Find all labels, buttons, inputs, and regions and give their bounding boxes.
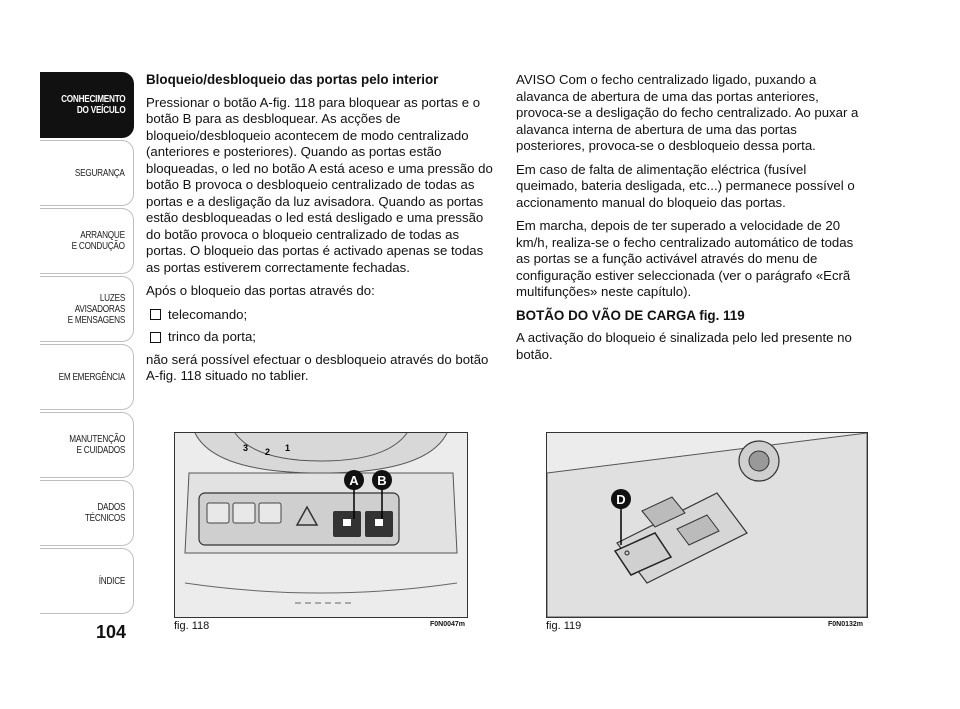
load-bay-lock-button-illustration bbox=[547, 433, 867, 617]
left-column bbox=[146, 72, 498, 392]
tab-manutencao[interactable]: MANUTENÇÃO E CUIDADOS bbox=[40, 412, 134, 478]
tab-dados[interactable]: DADOS TÉCNICOS bbox=[40, 480, 134, 546]
tab-indice[interactable]: ÍNDICE bbox=[40, 548, 134, 614]
paragraph: Pressionar o botão A-fig. 118 para bloquear as portas e o botão B para as desbloquear. As acções de bloqueio/desbloqueio acontecem de modo centralizado (anteriores e posteriores). Quando as portas estão bloqueadas, o led no botão A está aceso e uma pressão do botão B provoca o desbloqueio centralizado de todas as portas e a desligação da luz avisadora. Quando as portas estão desbloqueadas o led está desligado e uma pressão do botão provoca o bloqueio centralizado de todas as portas. O bloqueio das portas é activado apenas se todas as portas estiverem correctamente fechadas. bbox=[146, 94, 493, 275]
list-item: telecomando; bbox=[146, 307, 498, 324]
tab-luzes[interactable]: LUZES AVISADORAS E MENSAGENS bbox=[40, 276, 134, 342]
label-d: D bbox=[616, 492, 626, 507]
tab-emergencia[interactable]: EM EMERGÊNCIA bbox=[40, 344, 134, 410]
label-a: A bbox=[349, 473, 359, 488]
paragraph: A activação do bloqueio é sinalizada pelo led presente no botão. bbox=[516, 330, 852, 362]
tab-conhecimento[interactable]: CONHECIMENTO DO VEÍCULO bbox=[40, 72, 134, 138]
checkbox-bullet-icon bbox=[150, 309, 161, 320]
dial-label: 1 bbox=[285, 443, 291, 453]
paragraph: Após o bloqueio das portas através do: bbox=[146, 283, 375, 298]
figure-caption: fig. 118 bbox=[174, 620, 210, 632]
checkbox-bullet-icon bbox=[150, 332, 161, 343]
dial-label: 2 bbox=[265, 447, 271, 457]
figure-code: F0N0047m bbox=[430, 621, 466, 628]
list-item: trinco da porta; bbox=[146, 329, 498, 346]
paragraph: AVISO Com o fecho centralizado ligado, puxando a alavanca de abertura de uma das portas anteriores, provoca-se a desligação do fecho centralizado. Ao puxar a alavanca interna de abertura de uma das portas posteriores, provoca-se o desbloqueio dessa porta. bbox=[516, 72, 859, 153]
section-heading: BOTÃO DO VÃO DE CARGA fig. 119 bbox=[516, 307, 745, 323]
tab-arranque[interactable]: ARRANQUE E CONDUÇÃO bbox=[40, 208, 134, 274]
dashboard-lock-buttons-illustration bbox=[175, 433, 467, 617]
figure-119 bbox=[546, 432, 868, 618]
figure-118 bbox=[174, 432, 468, 618]
section-heading: Bloqueio/desbloqueio das portas pelo interior bbox=[146, 72, 439, 87]
figure-code: F0N0132m bbox=[828, 621, 864, 628]
paragraph: Em caso de falta de alimentação eléctrica (fusível queimado, bateria desligada, etc...) permanece possível o accionamento manual do bloqueio das portas. bbox=[516, 161, 855, 210]
label-b: B bbox=[377, 473, 387, 488]
dial-label: 3 bbox=[243, 443, 249, 453]
page-number: 104 bbox=[96, 622, 127, 642]
tab-seguranca[interactable]: SEGURANÇA bbox=[40, 140, 134, 206]
paragraph: Em marcha, depois de ter superado a velocidade de 20 km/h, realiza-se o fecho centralizado automático de todas as portas se a função activável através do menu de configuração estiver seleccionada (ver o parágrafo «Ecrã multifunções» neste capítulo). bbox=[516, 218, 854, 299]
right-column bbox=[516, 72, 868, 370]
paragraph: não será possível efectuar o desbloqueio através do botão A-fig. 118 situado no tablier. bbox=[146, 351, 489, 383]
chapter-sidebar bbox=[40, 72, 134, 616]
figure-caption: fig. 119 bbox=[546, 620, 582, 632]
